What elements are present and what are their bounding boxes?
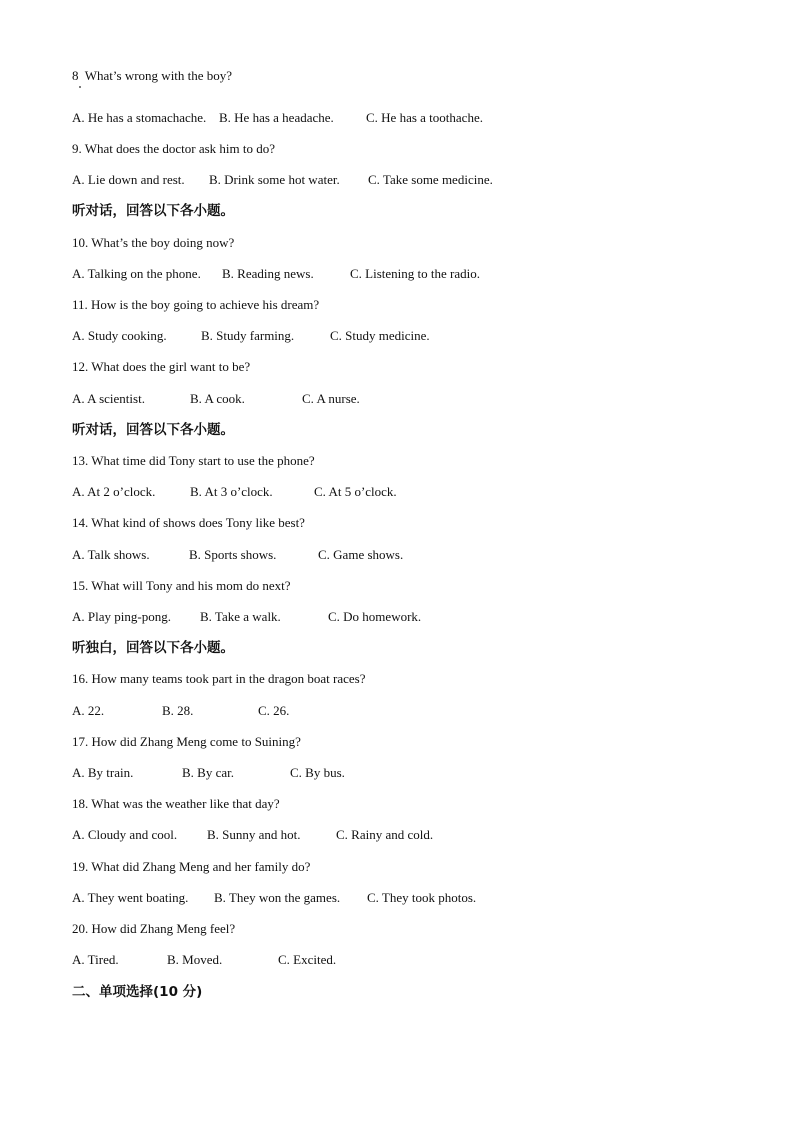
question-20: 20. How did Zhang Meng feel? [72,921,236,936]
option-9c: C. Take some medicine. [368,172,493,187]
section-heading-dialogue-1: 听对话，回答以下各小题。 [72,203,234,219]
option-17a: A. By train. [72,765,134,780]
option-10a: A. Talking on the phone. [72,266,201,281]
option-10b: B. Reading news. [222,266,314,281]
option-15c: C. Do homework. [328,609,422,624]
option-8b: B. He has a headache. [219,110,334,125]
option-16b: B. 28. [162,703,194,718]
question-18: 18. What was the weather like that day? [72,796,280,811]
question-10: 10. What’s the boy doing now? [72,235,235,250]
option-14c: C. Game shows. [318,547,404,562]
question-15: 15. What will Tony and his mom do next? [72,578,291,593]
option-20a: A. Tired. [72,952,119,967]
question-9: 9. What does the doctor ask him to do? [72,141,276,156]
option-18b: B. Sunny and hot. [207,827,301,842]
question-11: 11. How is the boy going to achieve his dream? [72,297,320,312]
option-19a: A. They went boating. [72,890,189,905]
option-18c: C. Rainy and cold. [336,827,434,842]
question-19: 19. What did Zhang Meng and her family do? [72,859,311,874]
option-17b: B. By car. [182,765,234,780]
option-9b: B. Drink some hot water. [209,172,340,187]
option-14a: A. Talk shows. [72,547,150,562]
option-15b: B. Take a walk. [200,609,281,624]
option-20c: C. Excited. [278,952,337,967]
question-17: 17. How did Zhang Meng come to Suining? [72,734,301,749]
option-8a: A. He has a stomachache. [72,110,207,125]
question-13: 13. What time did Tony start to use the phone? [72,453,315,468]
question-12: 12. What does the girl want to be? [72,359,251,374]
option-11b: B. Study farming. [201,328,295,343]
option-17c: C. By bus. [290,765,345,780]
option-19b: B. They won the games. [214,890,341,905]
option-12c: C. A nurse. [302,391,360,406]
section-heading-single-choice: 二、单项选择(10 分) [72,984,203,1000]
option-11c: C. Study medicine. [330,328,430,343]
option-18a: A. Cloudy and cool. [72,827,178,842]
question-16: 16. How many teams took part in the dragon boat races? [72,671,366,686]
option-13b: B. At 3 o’clock. [190,484,273,499]
option-12a: A. A scientist. [72,391,145,406]
question-14: 14. What kind of shows does Tony like best? [72,515,305,530]
option-14b: B. Sports shows. [189,547,277,562]
option-8c: C. He has a toothache. [366,110,483,125]
option-13a: A. At 2 o’clock. [72,484,156,499]
option-11a: A. Study cooking. [72,328,167,343]
option-16a: A. 22. [72,703,105,718]
option-20b: B. Moved. [167,952,223,967]
option-12b: B. A cook. [190,391,245,406]
option-9a: A. Lie down and rest. [72,172,185,187]
section-heading-dialogue-2: 听对话，回答以下各小题。 [72,422,234,438]
stray-dot [79,86,81,88]
question-8: 8 What’s wrong with the boy? [72,68,233,83]
option-19c: C. They took photos. [367,890,477,905]
section-heading-monologue: 听独白，回答以下各小题。 [72,640,234,656]
option-16c: C. 26. [258,703,290,718]
option-13c: C. At 5 o’clock. [314,484,397,499]
option-15a: A. Play ping-pong. [72,609,171,624]
option-10c: C. Listening to the radio. [350,266,480,281]
